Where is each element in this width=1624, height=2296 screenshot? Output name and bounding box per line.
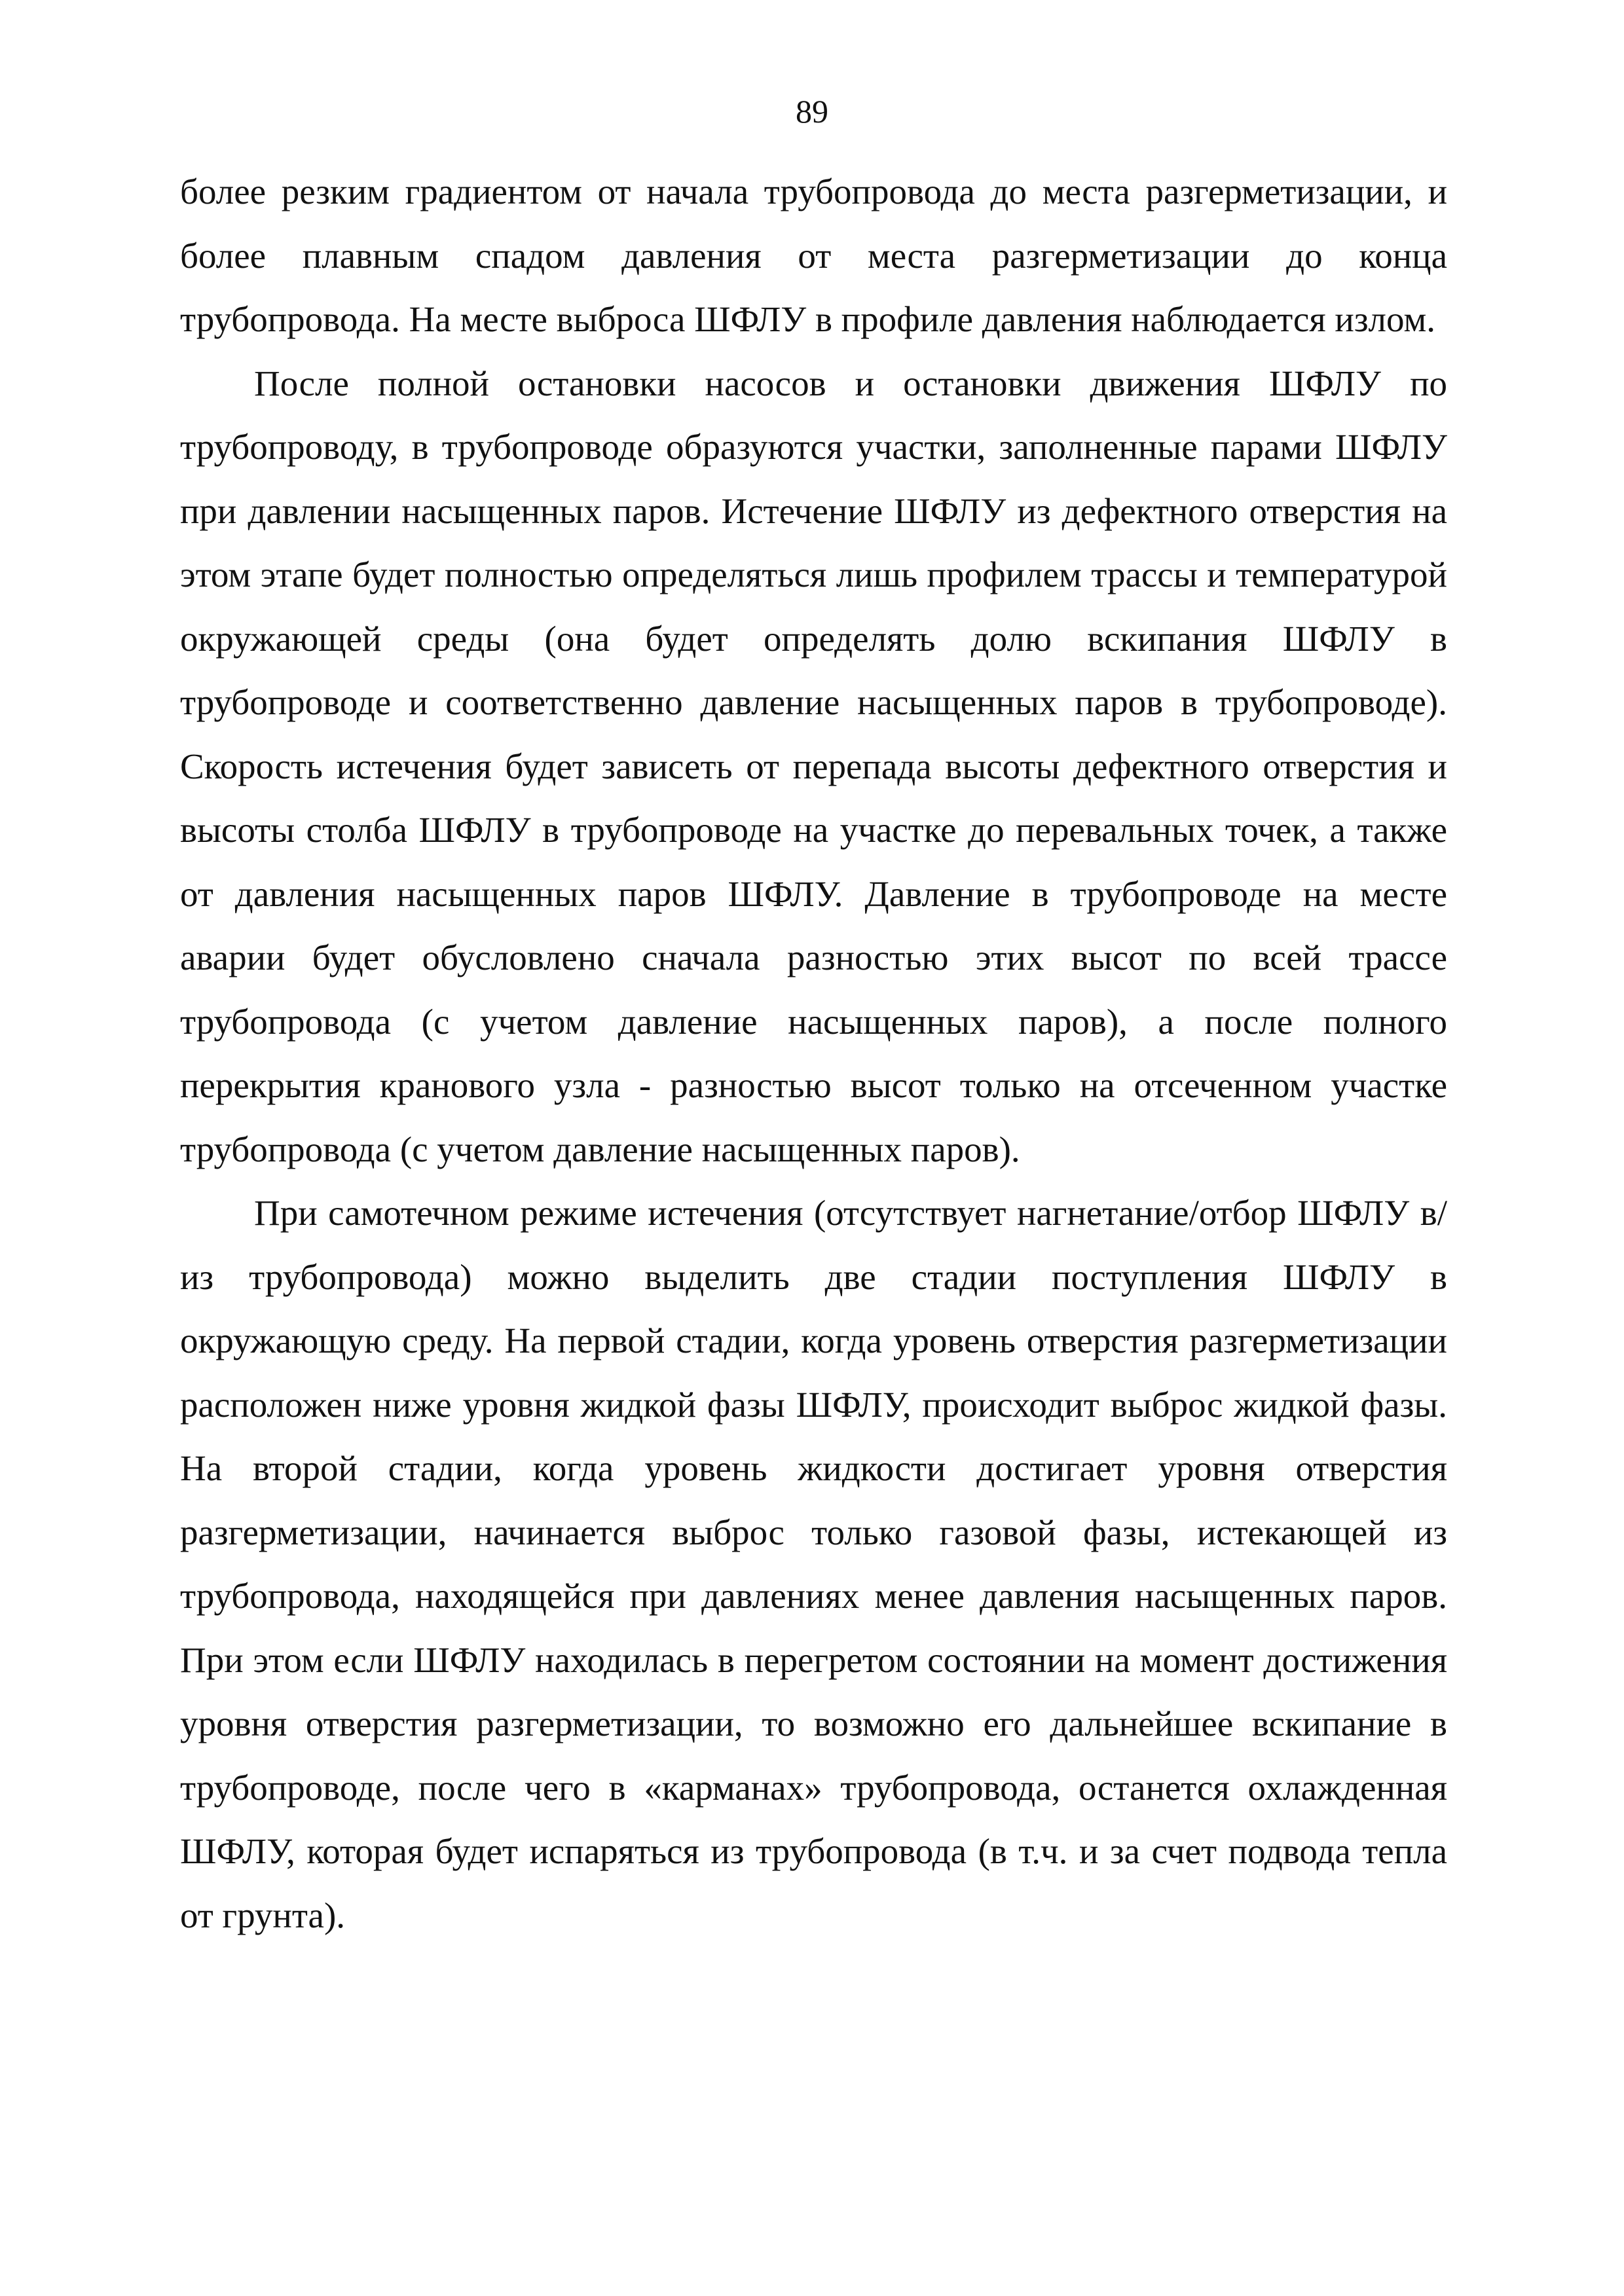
paragraph-gravity-flow: При самотечном режиме истечения (отсутствует нагнетание/отбор ШФЛУ в/из трубопровода) можно выделить две стадии поступления ШФЛУ в окружающую среду. На первой стадии, когда уровень отверстия разгерметизации расположен ниже уровня жидкой фазы ШФЛУ, происходит выброс жидкой фазы. На второй стадии, когда уровень жидкости достигает уровня отверстия разгерметизации, начинается выброс только газовой фазы, истекающей из трубопровода, находящейся при давлениях менее давления насыщенных паров. При этом если ШФЛУ находилась в перегретом состоянии на момент достижения уровня отверстия разгерметизации, то возможно его дальнейшее вскипание в трубопроводе, после чего в «карманах» трубопровода, останется охлажденная ШФЛУ, которая будет испаряться из трубопровода (в т.ч. и за счет подвода тепла от грунта). [180,1193,1447,1935]
paragraph-pump-stop: После полной остановки насосов и остановки движения ШФЛУ по трубопроводу, в трубопроводе образуются участки, заполненные парами ШФЛУ при давлении насыщенных паров. Истечение ШФЛУ из дефектного отверстия на этом этапе будет полностью определяться лишь профилем трассы и температурой окружающей среды (она будет определять долю вскипания ШФЛУ в трубопроводе и соответственно давление насыщенных паров в трубопроводе). Скорость истечения будет зависеть от перепада высоты дефектного отверстия и высоты столба ШФЛУ в трубопроводе на участке до перевальных точек, а также от давления насыщенных паров ШФЛУ. Давление в трубопроводе на месте аварии будет обусловлено сначала разностью этих высот по всей трассе трубопровода (с учетом давление насыщенных паров), а после полного перекрытия кранового узла - разностью высот только на отсеченном участке трубопровода (с учетом давление насыщенных паров). [180,363,1447,1169]
paragraph-continuation: более резким градиентом от начала трубопровода до места разгерметизации, и более плавным спадом давления от места разгерметизации до конца трубопровода. На месте выброса ШФЛУ в профиле давления наблюдается излом. [180,172,1447,339]
body-text [180,160,1447,1947]
page-number: 89 [796,93,828,130]
